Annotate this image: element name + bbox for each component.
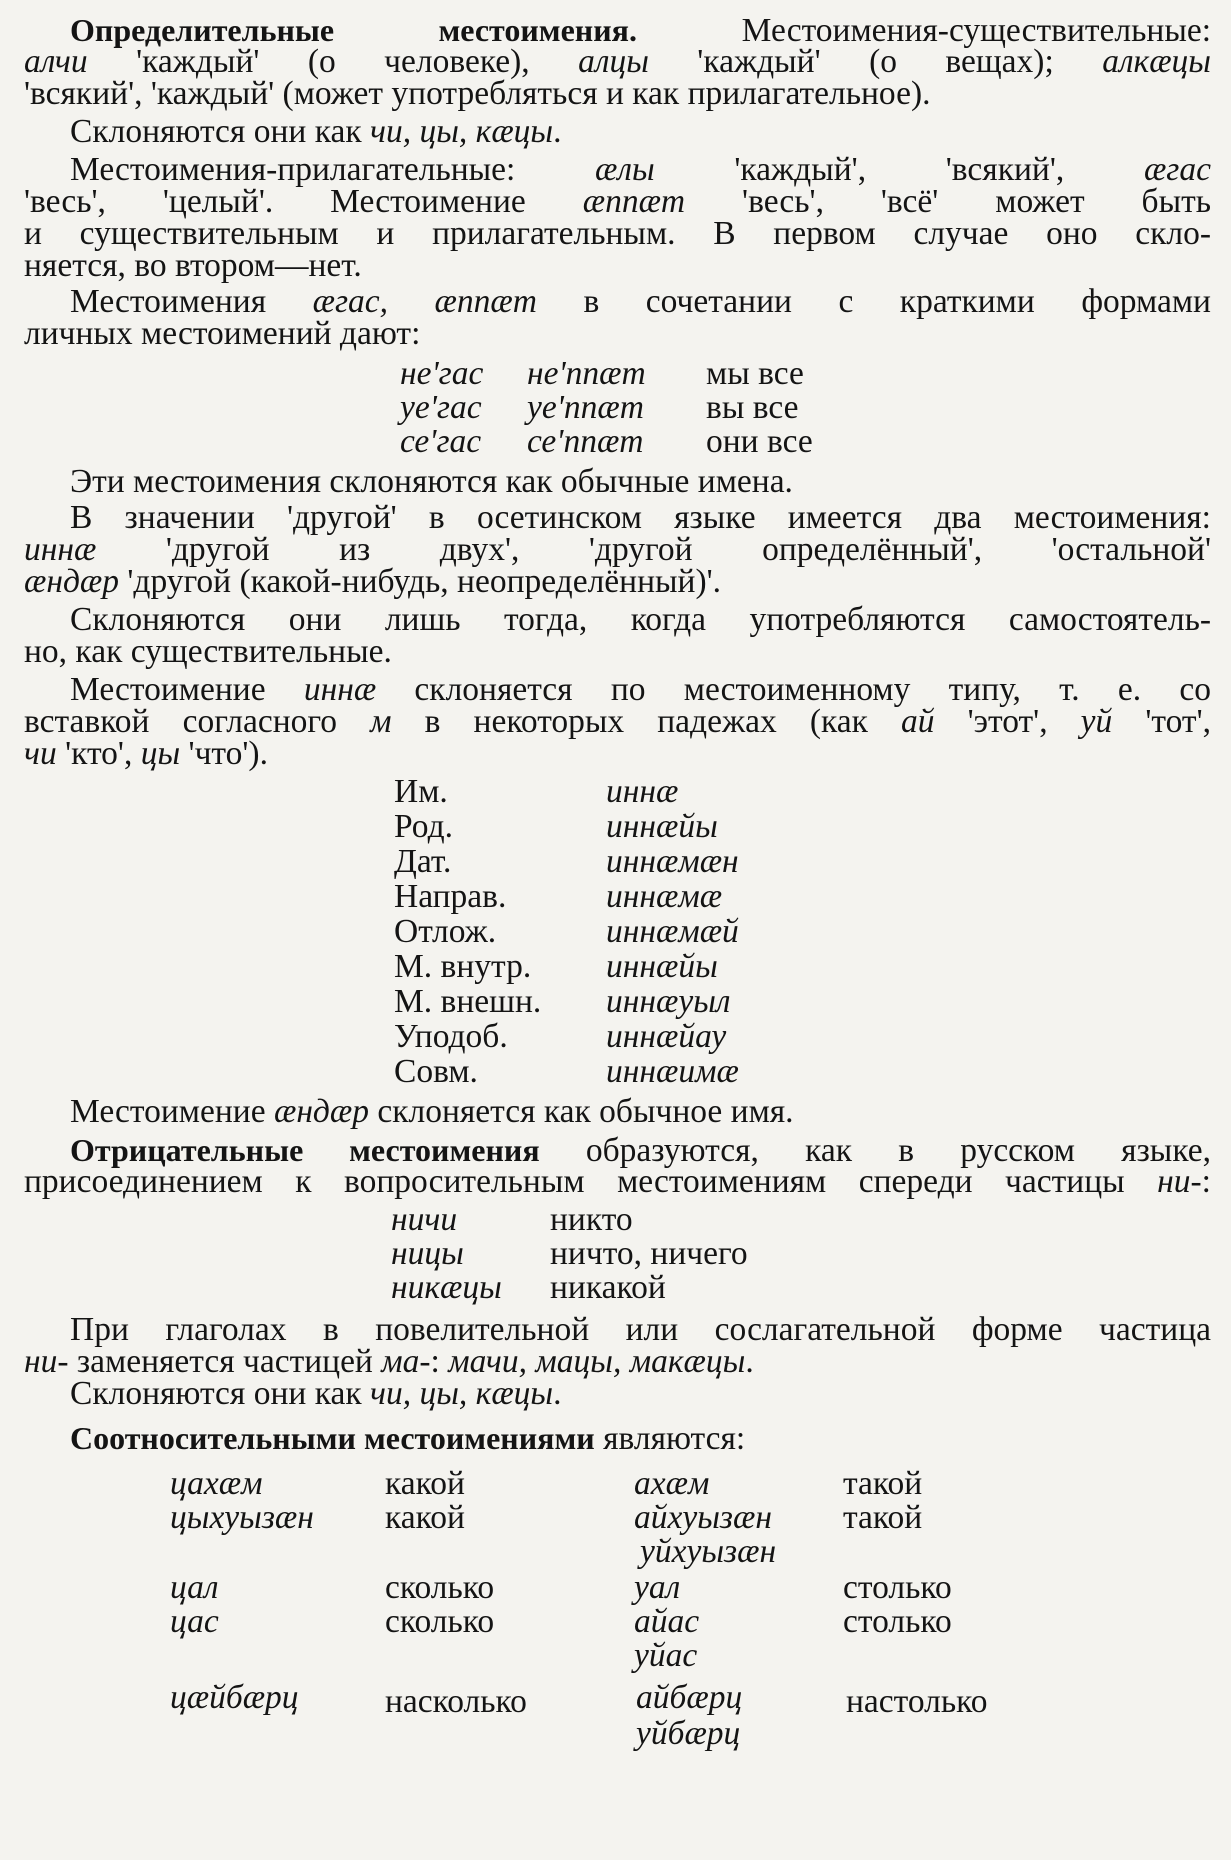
translation-cell: никакой (550, 1269, 666, 1306)
text-line: 'весь', 'целый'. Местоимение æппæт 'весь', 'всё' может быть (24, 183, 1211, 220)
case-form: иннæуыл (606, 983, 731, 1020)
demonstrative-pronoun: уйбæрц (636, 1715, 741, 1752)
question-translation: насколько (385, 1683, 527, 1720)
demonstrative-translation: столько (843, 1569, 952, 1606)
case-form: иннæйау (606, 1018, 727, 1055)
question-translation: какой (385, 1499, 465, 1536)
demonstrative-pronoun: ахæм (634, 1465, 710, 1502)
text-line: Склоняются они как чи, цы, кæцы. (70, 1375, 562, 1412)
case-label: Уподоб. (394, 1018, 508, 1055)
form-cell: не'ппæт (527, 355, 646, 392)
demonstrative-translation: такой (843, 1499, 923, 1536)
text-line: 'всякий', 'каждый' (может употребляться и как прилагательное). (24, 75, 931, 112)
section-heading: Соотносительными местоимениями (70, 1420, 595, 1456)
question-translation: какой (385, 1465, 465, 1502)
case-form: иннæмæн (606, 843, 739, 880)
pronoun-cell: ничи (391, 1201, 458, 1238)
form-cell: не'гас (400, 355, 484, 392)
text-line: няется, во втором—нет. (24, 247, 362, 284)
case-label: Им. (394, 773, 448, 810)
case-form: иннæйы (606, 808, 718, 845)
text-line: вставкой согласного м в некоторых падежах (как ай 'этот', уй 'тот', (24, 703, 1211, 740)
text-line: и существительным и прилагательным. В первом случае оно скло- (24, 215, 1211, 252)
case-label: Род. (394, 808, 454, 845)
text-line: Определительные местоимения. Местоимения-существительные: (70, 12, 1212, 49)
case-label: Отлож. (394, 913, 497, 950)
translation-cell: никто (550, 1201, 633, 1238)
text-line: алчи 'каждый' (о человеке), алцы 'каждый' (о вещах); алкæцы (24, 43, 1211, 80)
text-line: чи 'кто', цы 'что'). (24, 735, 268, 772)
demonstrative-pronoun: уйас (634, 1637, 698, 1674)
form-cell: се'гас (400, 423, 482, 460)
form-cell: се'ппæт (527, 423, 644, 460)
translation-cell: мы все (706, 355, 804, 392)
case-label: Дат. (394, 843, 452, 880)
question-pronoun: цал (170, 1569, 219, 1606)
demonstrative-translation: настолько (846, 1683, 988, 1720)
translation-cell: вы все (706, 389, 799, 426)
demonstrative-pronoun: уйхуызæн (640, 1533, 777, 1570)
translation-cell: они все (706, 423, 813, 460)
section-heading: Отрицательные местоимения (70, 1132, 540, 1168)
case-form: иннæйы (606, 948, 718, 985)
question-translation: сколько (385, 1603, 495, 1640)
pronoun-cell: никæцы (391, 1269, 502, 1306)
case-label: Совм. (394, 1053, 478, 1090)
pronoun-cell: ницы (391, 1235, 464, 1272)
translation-cell: ничто, ничего (550, 1235, 748, 1272)
text-line: присоединением к вопросительным местоимениям спереди частицы ни-: (24, 1163, 1211, 1200)
text-line: В значении 'другой' в осетинском языке имеется два местоимения: (70, 499, 1211, 536)
text-line: Местоимение иннæ склоняется по местоименному типу, т. е. со (70, 671, 1211, 708)
text-line: æндæр 'другой (какой-нибудь, неопределённый)'. (24, 563, 722, 600)
text-line: Местоимение æндæр склоняется как обычное имя. (70, 1093, 794, 1130)
section-heading: Определительные местоимения. (70, 12, 637, 48)
question-pronoun: цахæм (170, 1465, 263, 1502)
text-line: ни- заменяется частицей ма-: мачи, мацы, макæцы. (24, 1343, 754, 1380)
case-label: М. внутр. (394, 948, 532, 985)
text-line: личных местоимений дают: (24, 315, 421, 352)
case-form: иннæмæ (606, 878, 723, 915)
question-pronoun: цыхуызæн (170, 1499, 314, 1536)
text-line: Местоимения-прилагательные: æлы 'каждый', 'всякий', æгас (70, 151, 1211, 188)
question-pronoun: цæйбæрц (170, 1679, 299, 1716)
case-form: иннæимæ (606, 1053, 739, 1090)
question-translation: сколько (385, 1569, 495, 1606)
text-line: Отрицательные местоимения образуются, как в русском языке, (70, 1132, 1212, 1169)
case-label: Направ. (394, 878, 507, 915)
text-line: но, как существительные. (24, 633, 392, 670)
demonstrative-translation: такой (843, 1465, 923, 1502)
text-line: Эти местоимения склоняются как обычные имена. (70, 463, 793, 500)
text-line: Соотносительными местоимениями являются: (70, 1420, 746, 1457)
demonstrative-translation: столько (843, 1603, 952, 1640)
demonstrative-pronoun: уал (634, 1569, 681, 1606)
text-line: иннæ 'другой из двух', 'другой определённый', 'остальной' (24, 531, 1211, 568)
demonstrative-pronoun: айбæрц (636, 1679, 743, 1716)
case-form: иннæ (606, 773, 679, 810)
case-form: иннæмæй (606, 913, 739, 950)
demonstrative-pronoun: айхуызæн (634, 1499, 772, 1536)
text-line: Местоимения æгас, æппæт в сочетании с краткими формами (70, 283, 1211, 320)
form-cell: уе'ппæт (527, 389, 644, 426)
form-cell: уе'гас (400, 389, 482, 426)
text-line: Склоняются они лишь тогда, когда употребляются самостоятель- (70, 601, 1211, 638)
text-line: Склоняются они как чи, цы, кæцы. (70, 113, 562, 150)
demonstrative-pronoun: айас (634, 1603, 700, 1640)
question-pronoun: цас (170, 1603, 219, 1640)
text-line: При глаголах в повелительной или сослагательной форме частица (70, 1311, 1211, 1348)
case-label: М. внешн. (394, 983, 542, 1020)
